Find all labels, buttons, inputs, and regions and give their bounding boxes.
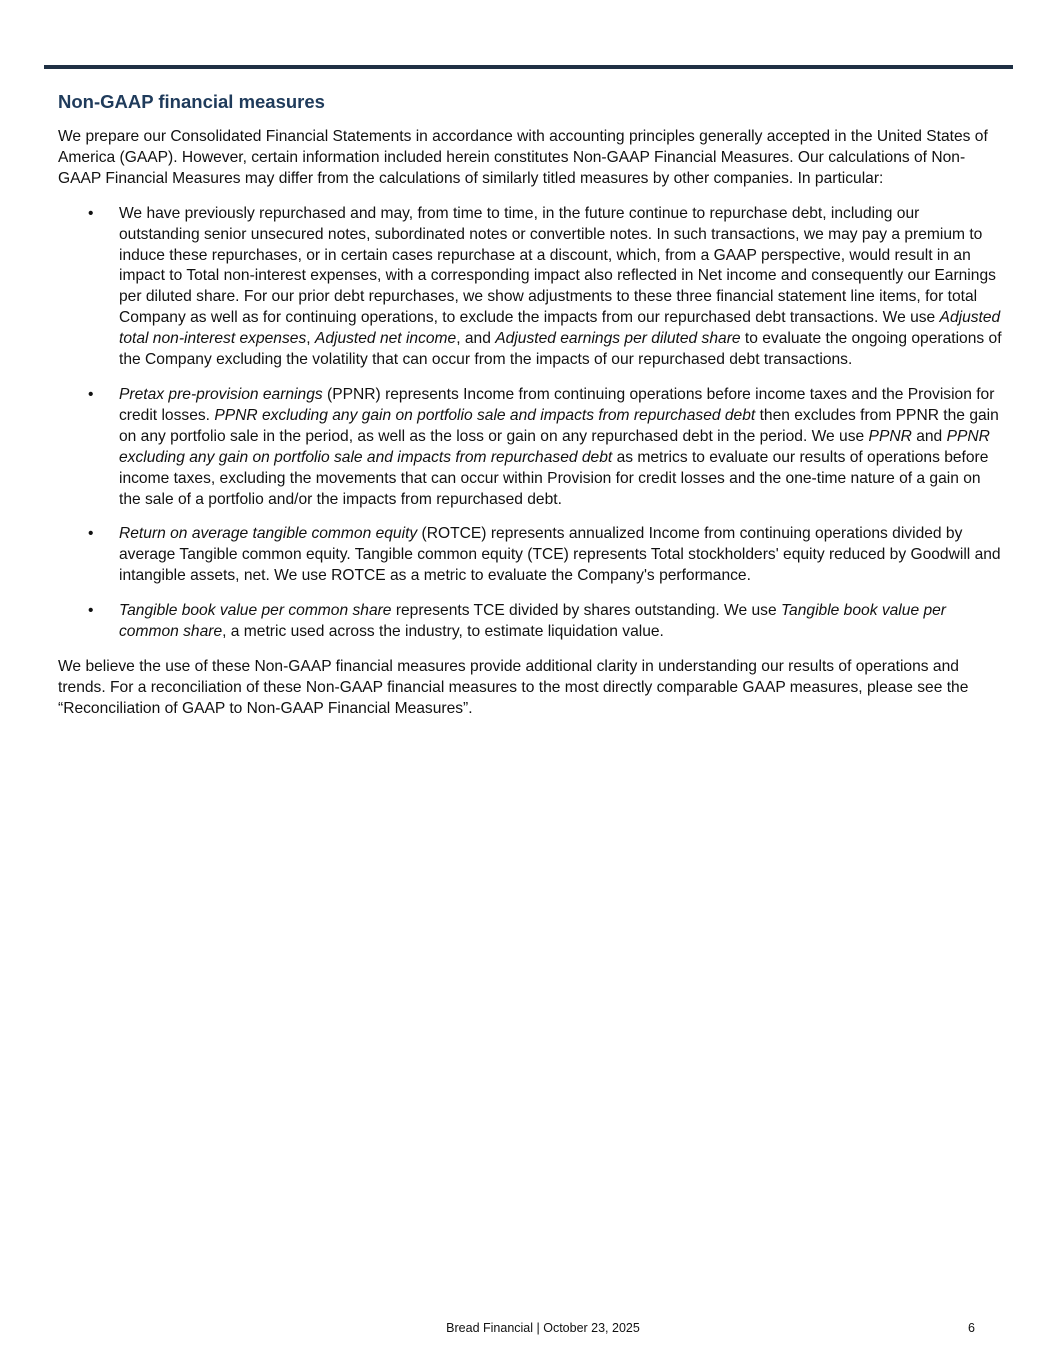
bullet-item <box>58 204 1003 371</box>
closing-paragraph: We believe the use of these Non-GAAP financial measures provide additional clarity in understanding our results of operations and trends. For a reconciliation of these Non-GAAP financial measures to the most directly comparable GAAP measures, please see the “Reconciliation of GAAP to Non-GAAP Financial Measures”. <box>58 657 969 717</box>
bullet-term: Return on average tangible common equity <box>119 525 418 543</box>
bullet-term: Adjusted net income <box>314 330 457 348</box>
bullet-mark: • <box>88 385 94 403</box>
top-rule <box>44 65 1013 69</box>
page-number: 6 <box>968 1321 975 1335</box>
bullet-item <box>58 601 1003 643</box>
measures-bullet-list <box>58 204 1003 643</box>
bullet-text: , <box>306 330 315 348</box>
bullet-term: Pretax pre-provision earnings <box>119 385 323 403</box>
bullet-text: and <box>911 427 947 445</box>
bullet-text: to evaluate the ongoing operations of the Company excluding the volatility that can occur from the impacts of our repurchased debt transactions. <box>119 330 1002 369</box>
bullet-term: Adjusted earnings per diluted share <box>495 330 741 348</box>
bullet-text: represents TCE divided by shares outstanding. We use <box>391 602 781 620</box>
page-content <box>58 90 1003 720</box>
bullet-item <box>58 524 1003 587</box>
bullet-text: , a metric used across the industry, to estimate liquidation value. <box>222 623 664 641</box>
bullet-term: PPNR excluding any gain on portfolio sale and impacts from repurchased debt <box>119 427 990 466</box>
bullet-text: then excludes from PPNR the gain on any portfolio sale in the period, as well as the loss or gain on any repurchased debt in the period. We use <box>119 406 999 445</box>
bullet-term: Tangible book value per common share <box>119 602 392 620</box>
bullet-mark: • <box>88 602 94 620</box>
bullet-term: PPNR <box>868 427 912 445</box>
section-heading: Non-GAAP financial measures <box>58 91 325 112</box>
footer-text: Bread Financial | October 23, 2025 <box>446 1321 640 1335</box>
bullet-term: Tangible book value per common share <box>119 602 946 641</box>
bullet-text: as metrics to evaluate our results of operations before income taxes, excluding the movements that can occur within Provision for credit losses and the one-time nature of a gain on the sale of a portfolio and/or the impacts from repurchased debt. <box>119 448 989 508</box>
bullet-term: PPNR excluding any gain on portfolio sale and impacts from repurchased debt <box>214 406 756 424</box>
bullet-text: We have previously repurchased and may, from time to time, in the future continue to repurchase debt, including our outstanding senior unsecured notes, subordinated notes or convertible notes. In such transactions, we may pay a premium to induce these repurchases, or in certain cases repurchase at a discount, which, from a GAAP perspective, would result in an impact to Total non-interest expenses, with a corresponding impact also reflected in Net income and consequently our Earnings per diluted share. For our prior debt repurchases, we show adjustments to these three financial statement line items, for total Company as well as for continuing operations, to exclude the impacts from our repurchased debt transactions. We use <box>119 204 996 327</box>
bullet-text: , and <box>456 330 496 348</box>
intro-paragraph: We prepare our Consolidated Financial Statements in accordance with accounting principles generally accepted in the United States of America (GAAP). However, certain information included herein constitutes Non-GAAP Financial Measures. Our calculations of Non-GAAP Financial Measures may differ from the calculations of similarly titled measures by other companies. In particular: <box>58 128 988 187</box>
bullet-term: Adjusted total non-interest expenses <box>119 309 1001 348</box>
bullet-text: (ROTCE) represents annualized Income from continuing operations divided by average Tangible common equity. Tangible common equity (TCE) represents Total stockholders' equity reduced by Goodwill and intangible assets, net. We use ROTCE as a metric to evaluate the Company's performance. <box>119 525 1001 585</box>
bullet-text: (PPNR) represents Income from continuing operations before income taxes and the Provision for credit losses. <box>119 385 995 424</box>
bullet-mark: • <box>88 525 94 543</box>
bullet-item <box>58 385 1003 510</box>
bullet-mark: • <box>88 204 94 222</box>
